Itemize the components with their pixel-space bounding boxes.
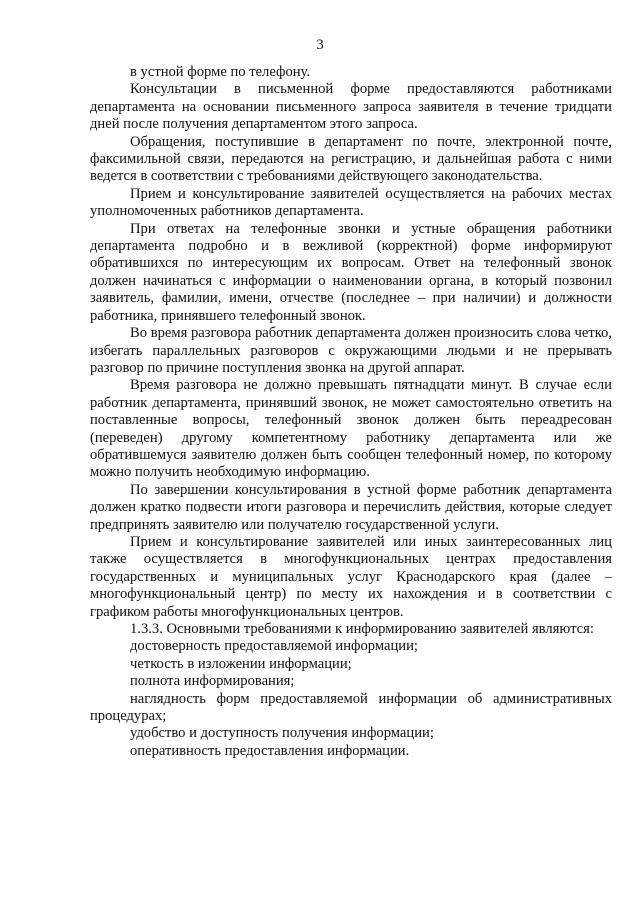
paragraph: По завершении консультирования в устной форме работник департамента должен кратко подвести итоги разговора и перечислить действия, которые следует предпринять заявителю или получателю государственной услуги. xyxy=(90,481,612,533)
paragraph: Прием и консультирование заявителей или иных заинтересованных лиц также осуществляется в многофункциональных центрах предоставления государственных и муниципальных услуг Краснодарского края (далее – многофункциональный центр) по месту их нахождения и в соответствии с графиком работы многофункциональных центров. xyxy=(90,533,612,620)
paragraph: Консультации в письменной форме предоставляются работниками департамента на основании письменного запроса заявителя в течение тридцати дней после получения департаментом этого запроса. xyxy=(90,81,612,133)
requirement-item: удобство и доступность получения информации; xyxy=(130,725,434,742)
document-body xyxy=(90,64,612,760)
paragraph: Обращения, поступившие в департамент по почте, электронной почте, факсимильной связи, передаются на регистрацию, и дальнейшая работа с ними ведется в соответствии с требованиями действующего законодательства. xyxy=(90,133,612,185)
requirement-item: оперативность предоставления информации. xyxy=(130,742,410,759)
requirement-item: достоверность предоставляемой информации; xyxy=(130,638,418,655)
requirement-item: наглядность форм предоставляемой информации об административных процедурах; xyxy=(90,690,612,725)
paragraph: в устной форме по телефону. xyxy=(130,64,311,80)
paragraph: При ответах на телефонные звонки и устные обращения работники департамента подробно и в вежливой (корректной) форме информируют обратившихся по интересующим их вопросам. Ответ на телефонный звонок должен начинаться с информации о наименовании органа, в который позвонил заявитель, фамилии, имени, отчестве (последнее – при наличии) и должности работника, принявшего телефонный звонок. xyxy=(90,220,612,324)
paragraph: Во время разговора работник департамента должен произносить слова четко, избегать параллельных разговоров с окружающими людьми и не прерывать разговор по причине поступления звонка на другой аппарат. xyxy=(90,325,612,376)
page-number: 3 xyxy=(316,37,324,53)
paragraph: Прием и консультирование заявителей осуществляется на рабочих местах уполномоченных работников департамента. xyxy=(90,185,612,220)
section-heading: 1.3.3. Основными требованиями к информированию заявителей являются: xyxy=(130,621,594,637)
paragraph: Время разговора не должно превышать пятнадцати минут. В случае если работник департамента, принявший звонок, не может самостоятельно ответить на поставленные вопросы, телефонный звонок должен быть переадресован (переведен) другому компетентному работнику департамента или же обратившемуся заявителю должен быть сообщен телефонный номер, по которому можно получить необходимую информацию. xyxy=(90,377,612,481)
requirement-item: полнота информирования; xyxy=(130,673,295,690)
requirement-item: четкость в изложении информации; xyxy=(130,655,352,672)
